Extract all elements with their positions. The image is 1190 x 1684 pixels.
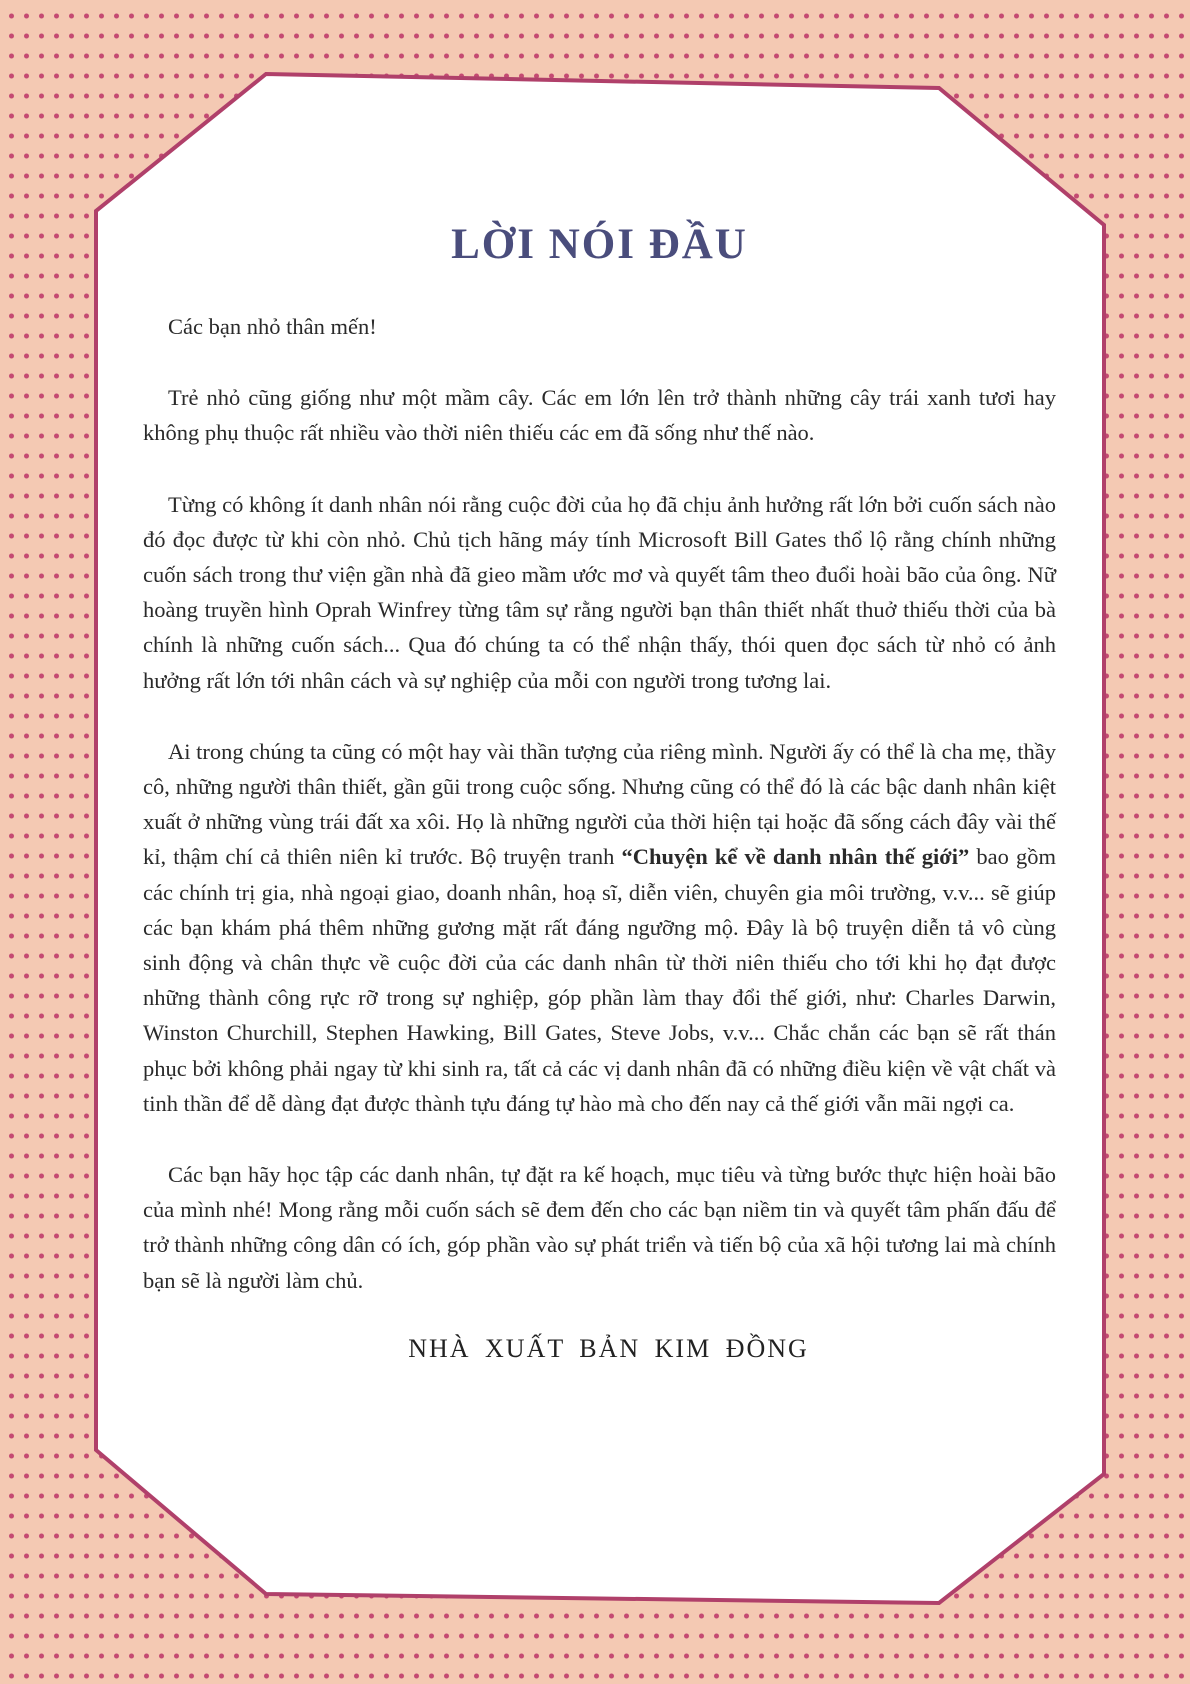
publisher-signature: NHÀ XUẤT BẢN KIM ĐỒNG	[408, 1333, 809, 1363]
paragraph-1: Trẻ nhỏ cũng giống như một mầm cây. Các em lớn lên trở thành những cây trái xanh tươi hay không phụ thuộc rất nhiều vào thời niên thiếu các em đã sống như thế nào.	[143, 385, 1056, 446]
paragraph-3-rest: bao gồm các chính trị gia, nhà ngoại giao, doanh nhân, hoạ sĩ, diễn viên, chuyên gia môi trường, v.v... sẽ giúp các bạn khám phá thêm những gương mặt rất đáng ngưỡng mộ. Đây là bộ truyện diễn tả vô cùng sinh động và chân thực về cuộc đời của các danh nhân từ thời niên thiếu cho tới khi họ đạt được những thành công rực rỡ trong sự nghiệp, góp phần làm thay đổi thế giới, như: Charles Darwin, Winston Churchill, Stephen Hawking, Bill Gates, Steve Jobs, v.v... Chắc chắn các bạn sẽ rất thán phục bởi không phải ngay từ khi sinh ra, tất cả các vị danh nhân đã có những điều kiện về vật chất và tinh thần để dễ dàng đạt được thành tựu đáng tự hào mà cho đến nay cả thế giới vẫn mãi ngợi ca.	[143, 844, 1056, 1116]
paragraph-4: Các bạn hãy học tập các danh nhân, tự đặt ra kế hoạch, mục tiêu và từng bước thực hiện hoài bão của mình nhé! Mong rằng mỗi cuốn sách sẽ đem đến cho các bạn niềm tin và quyết tâm phấn đấu để trở thành những công dân có ích, góp phần vào sự phát triển và tiến bộ của xã hội tương lai mà chính bạn sẽ là người làm chủ.	[143, 1162, 1056, 1293]
paragraph-3	[143, 734, 1056, 1121]
series-title: “Chuyện kể về danh nhân thế giới”	[621, 844, 970, 870]
greeting: Các bạn nhỏ thân mến!	[168, 314, 377, 339]
paragraph-2: Từng có không ít danh nhân nói rằng cuộc đời của họ đã chịu ảnh hưởng rất lớn bởi cuốn sách nào đó đọc được từ khi còn nhỏ. Chủ tịch hãng máy tính Microsoft Bill Gates thổ lộ rằng chính những cuốn sách trong thư viện gần nhà đã gieo mầm ước mơ và quyết tâm theo đuổi hoài bão của ông. Nữ hoàng truyền hình Oprah Winfrey từng tâm sự rằng người bạn thân thiết nhất thuở thiếu thời của bà chính là những cuốn sách... Qua đó chúng ta có thể nhận thấy, thói quen đọc sách từ nhỏ có ảnh hưởng rất lớn tới nhân cách và sự nghiệp của mỗi con người trong tương lai.	[143, 491, 1056, 693]
paragraph-3-intro: Ai trong chúng ta cũng có một hay vài thần tượng của riêng mình. Người ấy có thể là cha mẹ, thầy cô, những người thân thiết, gần gũi trong cuộc sống. Nhưng cũng có thể đó là các bậc danh nhân kiệt xuất ở những vùng trái đất xa xôi. Họ là những người của thời hiện tại hoặc đã sống cách đây vài thế kỉ, thậm chí cả thiên niên kỉ trước. Bộ truyện tranh	[143, 738, 1056, 870]
page-title: LỜI NÓI ĐẦU	[451, 221, 748, 268]
preface-content	[143, 220, 1056, 1364]
